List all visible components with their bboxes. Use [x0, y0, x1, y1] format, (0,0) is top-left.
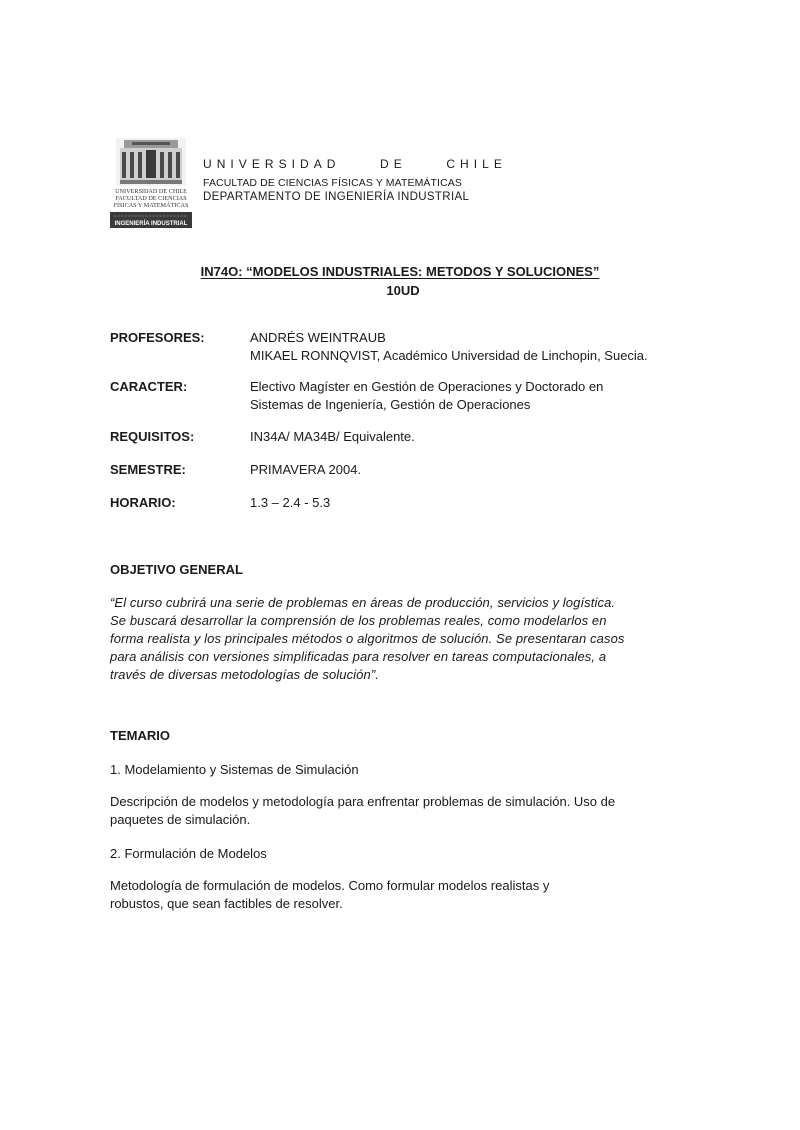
info-value [250, 329, 690, 365]
info-label: REQUISITOS: [110, 429, 195, 444]
paragraph-line: Metodología de formulación de modelos. Como formular modelos realistas y [110, 878, 550, 893]
building-emblem-icon [110, 138, 192, 230]
faculty-name: FACULTAD DE CIENCIAS FÍSICAS Y MATEMÁTICAS [203, 177, 462, 189]
info-value-line: ANDRÉS WEINTRAUB [250, 330, 386, 345]
info-value-line: 1.3 – 2.4 - 5.3 [250, 495, 331, 510]
temario-heading: TEMARIO [110, 728, 170, 743]
temario-item-description [110, 793, 675, 829]
svg-text:FACULTAD DE CIENCIAS: FACULTAD DE CIENCIAS [115, 195, 187, 202]
svg-text:FÍSICAS Y MATEMÁTICAS: FÍSICAS Y MATEMÁTICAS [113, 202, 189, 209]
temario-item-title: 2. Formulación de Modelos [110, 846, 267, 861]
info-label: SEMESTRE: [110, 462, 186, 477]
department-name: DEPARTAMENTO DE INGENIERÍA INDUSTRIAL [203, 191, 470, 203]
paragraph-line: través de diversas metodologías de solución”. [110, 667, 379, 682]
info-label: HORARIO: [110, 495, 176, 510]
institution-header [203, 157, 507, 203]
info-value [250, 428, 690, 446]
info-label: CARACTER: [110, 379, 188, 394]
info-value-line: Sistemas de Ingeniería, Gestión de Operaciones [250, 397, 531, 412]
info-value [250, 461, 690, 479]
paragraph-line: robustos, que sean factibles de resolver. [110, 896, 343, 911]
course-title-block [0, 262, 800, 300]
university-logo [110, 138, 192, 230]
paragraph-line: paquetes de simulación. [110, 812, 251, 827]
paragraph-line: para análisis con versiones simplificadas para resolver en tareas computacionales, a [110, 649, 607, 664]
svg-text:INGENIERÍA INDUSTRIAL: INGENIERÍA INDUSTRIAL [114, 221, 188, 227]
info-value-line: Electivo Magíster en Gestión de Operaciones y Doctorado en [250, 379, 604, 394]
svg-text:UNIVERSIDAD DE CHILE: UNIVERSIDAD DE CHILE [115, 188, 187, 195]
paragraph-line: Se buscará desarrollar la comprensión de los problemas reales, como modelarlos en [110, 613, 607, 628]
info-value-line: PRIMAVERA 2004. [250, 462, 362, 477]
course-credits: 10UD [386, 283, 420, 298]
paragraph-line: forma realista y los principales métodos o algoritmos de solución. Se presentaran casos [110, 631, 625, 646]
paragraph-line: “El curso cubrirá una serie de problemas en áreas de producción, servicios y logística. [110, 595, 616, 610]
objetivo-heading: OBJETIVO GENERAL [110, 562, 243, 577]
info-label: PROFESORES: [110, 330, 205, 345]
university-name: UNIVERSIDAD DE CHILE [203, 157, 507, 171]
info-value [250, 494, 690, 512]
info-value-line: IN34A/ MA34B/ Equivalente. [250, 429, 415, 444]
objetivo-paragraph [110, 594, 670, 684]
temario-item-title: 1. Modelamiento y Sistemas de Simulación [110, 762, 359, 777]
paragraph-line: Descripción de modelos y metodología para enfrentar problemas de simulación. Uso de [110, 794, 616, 809]
temario-item-description [110, 877, 675, 913]
info-value [250, 378, 690, 414]
info-value-line: MIKAEL RONNQVIST, Académico Universidad de Linchopin, Suecia. [250, 348, 648, 363]
course-title: IN74O: “MODELOS INDUSTRIALES: METODOS Y SOLUCIONES” [200, 264, 600, 279]
